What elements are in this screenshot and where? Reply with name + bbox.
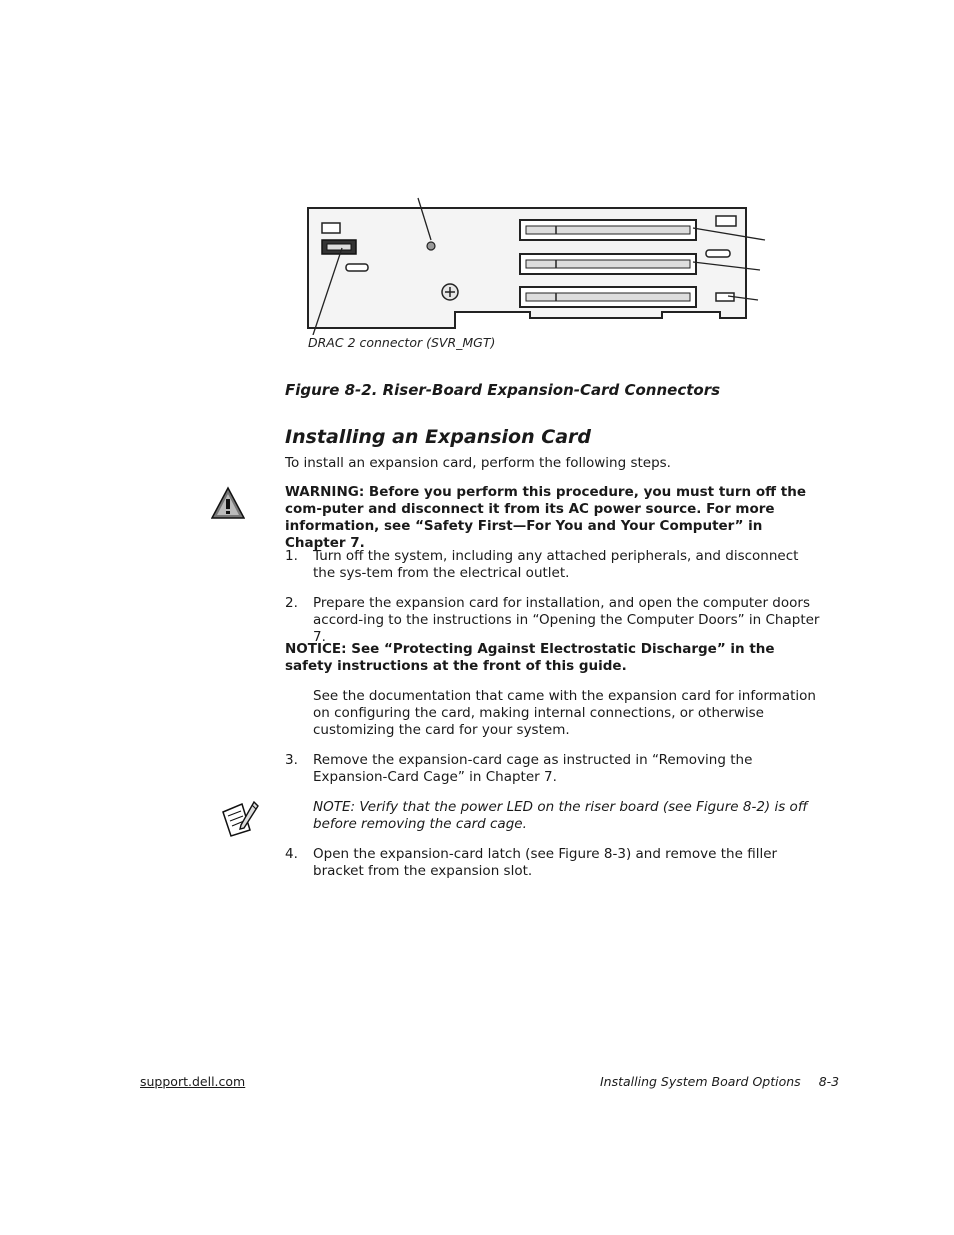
intro-text: To install an expansion card, perform the following steps. xyxy=(285,455,671,471)
riser-component-left-oval xyxy=(346,264,368,271)
page-number: 8-3 xyxy=(818,1074,840,1089)
notice-text: NOTICE: See “Protecting Against Electrostatic Discharge” in the safety instructions at the front of this guide. xyxy=(285,641,775,674)
riser-component-top-right xyxy=(716,216,736,226)
drac-connector-label: DRAC 2 connector (SVR_MGT) xyxy=(308,335,496,350)
documentation-paragraph: See the documentation that came with the expansion card for information on configuring the card, making internal connections, or otherwise customizing the card for your system. xyxy=(313,688,816,738)
step-number: 4. xyxy=(285,846,298,862)
mounting-screw xyxy=(442,284,458,300)
expansion-slot-1 xyxy=(520,220,696,240)
riser-component-top-left xyxy=(322,223,340,233)
footer-link[interactable]: support.dell.com xyxy=(140,1074,246,1089)
warning-triangle-icon xyxy=(211,486,245,520)
section-title: Installing an Expansion Card xyxy=(285,426,591,448)
expansion-slot-3 xyxy=(520,287,696,307)
step-text: Turn off the system, including any attached peripherals, and disconnect the sys-tem from the electrical outlet. xyxy=(313,548,799,581)
note-pencil-icon xyxy=(220,800,260,838)
expansion-slot-2 xyxy=(520,254,696,274)
step-text: Remove the expansion-card cage as instructed in “Removing the Expansion-Card Cage” in Chapter 7. xyxy=(313,752,753,785)
list-item xyxy=(285,846,820,880)
step-number: 1. xyxy=(285,548,298,564)
step-number: 3. xyxy=(285,752,298,768)
list-item xyxy=(285,548,820,582)
power-led xyxy=(427,242,435,250)
list-item xyxy=(285,752,820,786)
riser-board-figure xyxy=(300,190,780,335)
footer-chapter-title: Installing System Board Options xyxy=(600,1074,801,1089)
warning-text: WARNING: Before you perform this procedure, you must turn off the com-puter and disconnect it from its AC power source. For more information, see “Safety First—For You and Your Computer” in Chapter 7. xyxy=(285,484,806,551)
figure-caption: Figure 8-2. Riser-Board Expansion-Card Connectors xyxy=(285,381,721,399)
step-number: 2. xyxy=(285,595,298,611)
step-text: Open the expansion-card latch (see Figure 8-3) and remove the filler bracket from the expansion slot. xyxy=(313,846,778,879)
riser-component-mid-right xyxy=(706,250,730,257)
step-text: Prepare the expansion card for installation, and open the computer doors accord-ing to the instructions in “Opening the Computer Doors” in Chapter 7. xyxy=(313,595,820,645)
list-item xyxy=(285,595,820,646)
footer-running-title xyxy=(600,1074,839,1089)
note-text: NOTE: Verify that the power LED on the riser board (see Figure 8-2) is off before removing the card cage. xyxy=(313,799,808,832)
